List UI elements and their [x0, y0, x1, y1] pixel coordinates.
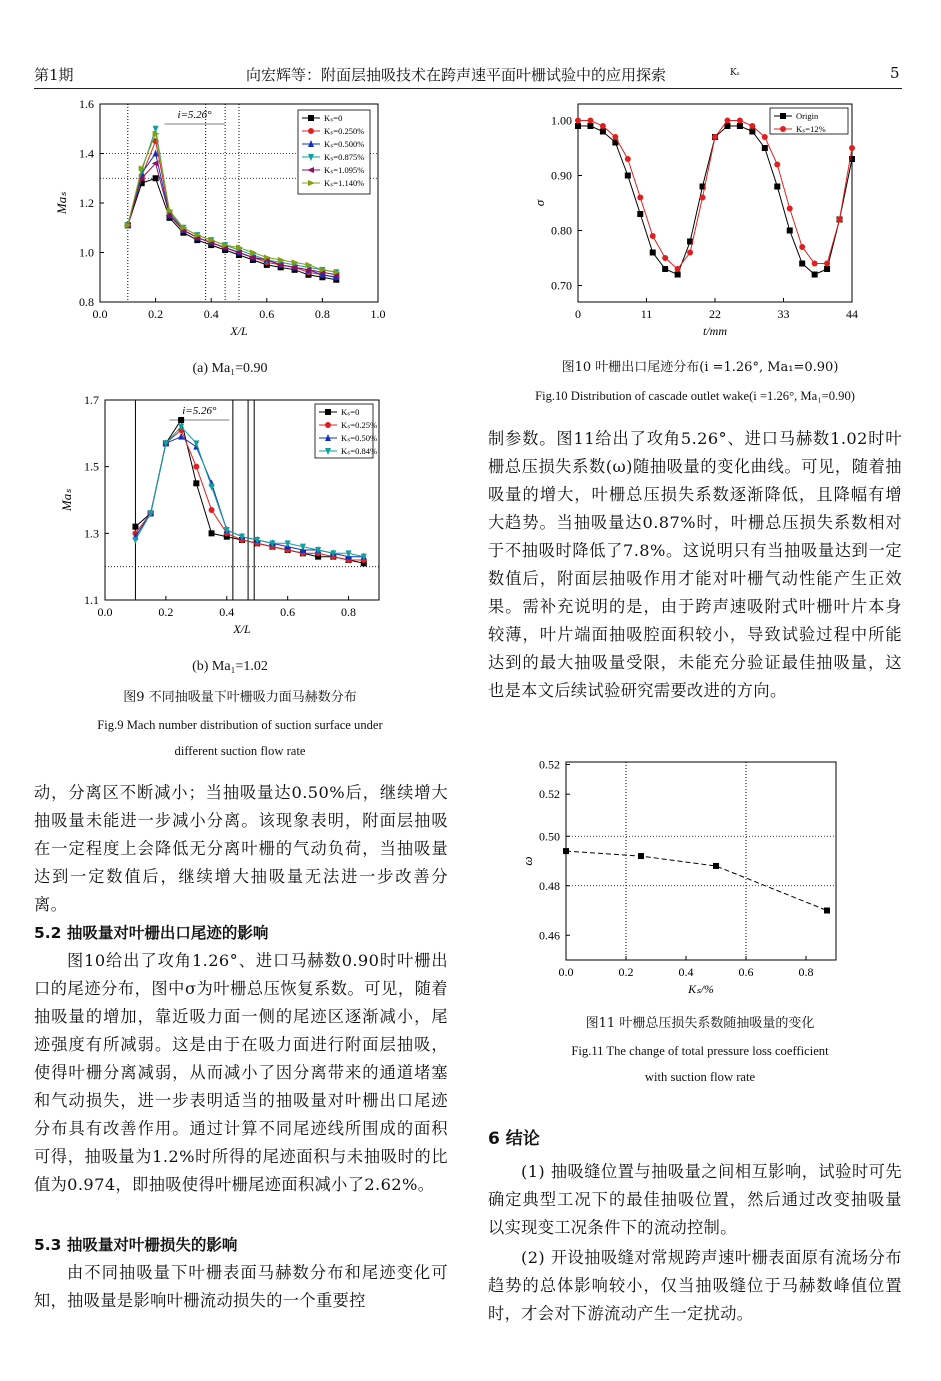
data-point	[575, 118, 581, 124]
y-tick-label: 0.80	[551, 223, 572, 238]
legend-marker	[308, 115, 314, 121]
fig9a-caption: (a) Ma₁=0.90	[192, 361, 268, 376]
y-axis-label: Maₛ	[59, 488, 74, 512]
x-tick-label: 0.0	[92, 307, 108, 321]
legend-label: Kₛ=0.875%	[324, 152, 365, 162]
data-point	[774, 184, 780, 190]
data-point	[812, 261, 818, 267]
data-point	[563, 848, 569, 854]
x-tick-label: 0	[575, 307, 581, 321]
x-tick-label: 1.0	[370, 307, 386, 321]
data-point	[787, 228, 793, 234]
page-number: 5	[890, 64, 900, 82]
data-point	[209, 507, 215, 513]
y-tick-label: 0.48	[539, 878, 560, 893]
x-tick-label: 0.2	[158, 605, 174, 619]
x-tick-label: 0.4	[678, 965, 694, 979]
fig9-caption-en-2: different suction flow rate	[174, 744, 306, 758]
journal-issue: 第1期	[34, 66, 74, 84]
fig9-caption-en-1: Fig.9 Mach number distribution of suction surface under	[97, 718, 383, 732]
legend-marker	[325, 422, 331, 428]
data-point	[787, 206, 793, 212]
y-tick-label: 1.00	[551, 113, 572, 128]
data-point	[600, 129, 606, 135]
data-point	[712, 134, 718, 140]
x-tick-label: 0.2	[618, 965, 634, 979]
fig10-caption-cn: 图10 叶栅出口尾迹分布(i =1.26°, Ma₁=0.90)	[561, 360, 839, 375]
x-tick-label: 33	[777, 307, 790, 321]
y-tick-label: 1.1	[84, 593, 99, 607]
y-tick-label: 1.0	[79, 245, 94, 260]
x-tick-label: 0.8	[341, 605, 357, 619]
legend-marker	[780, 126, 786, 132]
legend-label: Kₛ=0	[341, 407, 360, 417]
data-point	[132, 537, 138, 544]
incidence-annotation: i=5.26°	[182, 405, 217, 417]
y-tick-label: 1.3	[84, 526, 99, 541]
fig9-caption-cn: 图9 不同抽吸量下叶栅吸力面马赫数分布	[123, 690, 357, 705]
header-rule	[34, 88, 902, 89]
fig11-caption-en-2: with suction flow rate	[644, 1070, 756, 1084]
data-point	[724, 118, 730, 124]
section-6-title: 6 结论	[488, 1129, 540, 1149]
data-point	[638, 853, 644, 859]
legend-label: Kₛ=0.84%	[341, 446, 378, 456]
legend-marker	[308, 128, 314, 134]
data-point	[762, 145, 768, 151]
data-point	[687, 250, 693, 256]
y-axis-label: ω	[520, 856, 535, 866]
plot-frame	[566, 762, 836, 960]
x-tick-label: 11	[640, 307, 653, 321]
legend-label: Kₛ=1.095%	[324, 165, 365, 175]
data-point	[193, 464, 199, 470]
y-tick-label: 0.50	[539, 829, 560, 844]
legend-label: Kₛ=0.500%	[324, 139, 365, 149]
data-point	[675, 272, 681, 278]
x-axis-label: Kₛ/%	[688, 982, 714, 996]
x-tick-label: 22	[709, 307, 721, 321]
x-tick-label: 0.0	[558, 965, 574, 979]
data-point	[178, 417, 184, 423]
data-point	[737, 123, 743, 129]
data-point	[737, 118, 743, 124]
data-point	[675, 266, 681, 272]
data-point	[637, 211, 643, 217]
data-point	[650, 250, 656, 256]
data-point	[612, 134, 618, 140]
legend-marker	[780, 113, 786, 119]
x-tick-label: 0.2	[148, 307, 164, 321]
data-point	[209, 530, 215, 536]
data-point	[824, 266, 830, 272]
legend-label: Origin	[796, 111, 819, 121]
y-tick-label: 0.52	[539, 757, 560, 772]
data-point	[193, 440, 199, 447]
data-point	[749, 129, 755, 135]
y-tick-label: 0.70	[551, 278, 572, 293]
y-tick-label: 1.6	[79, 97, 94, 111]
data-point	[824, 261, 830, 267]
fig9b-chart	[50, 390, 400, 650]
y-tick-label: 1.7	[84, 393, 99, 407]
x-tick-label: 0.6	[280, 605, 296, 619]
y-tick-label: 0.46	[539, 928, 560, 943]
data-point	[600, 123, 606, 129]
fig10-caption-en: Fig.10 Distribution of cascade outlet wake(i =1.26°, Ma₁=0.90)	[535, 389, 855, 403]
data-point	[650, 233, 656, 239]
data-point	[637, 195, 643, 201]
data-point	[849, 145, 855, 151]
legend-label: Kₛ=0	[324, 113, 343, 123]
legend-label: Kₛ=0.50%	[341, 433, 378, 443]
conclusion-2: (2) 开设抽吸缝对常规跨声速叶栅表面原有流场分布趋势的总体影响较小，仅当抽吸缝位于马赫数峰值位置时，才会对下游流动产生一定扰动。	[488, 1248, 902, 1323]
y-tick-label: 0.90	[551, 168, 572, 183]
left-paragraph: 动，分离区不断减小；当抽吸量达0.50%后，继续增大抽吸量未能进一步减小分离。该现象表明，附面层抽吸在一定程度上会降低无分离叶栅的气动负荷，当抽吸量达到一定数值后，继续增大抽吸量无法进一步改善分离。	[34, 783, 448, 914]
data-point	[575, 123, 581, 129]
y-tick-label: 1.2	[79, 196, 94, 210]
fig11-caption-cn: 图11 叶栅总压损失系数随抽吸量的变化	[585, 1016, 815, 1031]
legend-marker	[325, 409, 331, 415]
section-5-2-body: 图10给出了攻角1.26°、进口马赫数0.90时叶栅出口的尾迹分布，图中σ为叶栅总压恢复系数。可见，随着抽吸量的增加，靠近吸力面一侧的尾迹区逐渐减小，尾迹强度有所减弱。这是由于在吸力面进行附面层抽吸，使得叶栅分离减弱，从而减小了因分离带来的通道堵塞和气动损失，进一步表明适当的抽吸量对叶栅出口尾迹分布具有改善作用。通过计算不同尾迹线所围成的面积可得，抽吸量为1.2%时所得的尾迹面积与未抽吸时的比值为0.974，即抽吸使得叶栅尾迹面积减小了2.62%。	[34, 951, 448, 1194]
data-point	[587, 118, 593, 124]
series-line-2	[578, 121, 852, 270]
data-point	[837, 217, 843, 223]
x-tick-label: 0.0	[97, 605, 113, 619]
legend-label: Kₛ=0.25%	[341, 420, 378, 430]
y-tick-label: 1.4	[79, 146, 94, 161]
header-mark: Kₛ	[730, 68, 740, 78]
section-5-2-title: 5.2 抽吸量对叶栅出口尾迹的影响	[34, 924, 269, 942]
x-tick-label: 0.4	[219, 605, 235, 619]
data-point	[587, 123, 593, 129]
x-axis-label: X/L	[233, 622, 251, 636]
data-point	[762, 134, 768, 140]
fig11-chart	[500, 750, 860, 1008]
legend-label: Kₛ=1.140%	[324, 178, 365, 188]
data-point	[824, 908, 830, 914]
x-tick-label: 0.6	[738, 965, 754, 979]
data-point	[799, 261, 805, 267]
incidence-annotation: i=5.26°	[177, 109, 212, 121]
data-point	[625, 173, 631, 179]
series-line-1	[578, 126, 852, 275]
y-axis-label: σ	[532, 199, 547, 207]
data-point	[713, 863, 719, 869]
fig9b-caption: (b) Ma₁=1.02	[192, 659, 268, 674]
legend-label: Kₛ=12%	[796, 124, 826, 134]
x-tick-label: 0.4	[203, 307, 219, 321]
x-tick-label: 0.6	[259, 307, 275, 321]
y-axis-label: Maₛ	[54, 191, 69, 215]
data-point	[700, 195, 706, 201]
fig9a-chart	[50, 92, 400, 352]
data-point	[152, 160, 159, 166]
section-5-3-body: 由不同抽吸量下叶栅表面马赫数分布和尾迹变化可知，抽吸量是影响叶栅流动损失的一个重要控	[34, 1263, 448, 1310]
running-title: 向宏辉等：附面层抽吸技术在跨声速平面叶栅试验中的应用探索	[246, 66, 667, 84]
x-tick-label: 0.8	[314, 307, 330, 321]
fig11-caption-en-1: Fig.11 The change of total pressure loss coefficient	[571, 1044, 829, 1058]
data-point	[749, 123, 755, 129]
data-point	[799, 244, 805, 250]
x-tick-label: 44	[846, 307, 858, 321]
right-paragraph: 制参数。图11给出了攻角5.26°、进口马赫数1.02时叶栅总压损失系数(ω)随抽吸量的变化曲线。可见，随着抽吸量的增大，叶栅总压损失系数逐渐降低，且降幅有增大趋势。当抽吸量达0.87%时，叶栅总压损失系数相对于不抽吸时降低了7.8%。这说明只有当抽吸量达到一定数值后，附面层抽吸作用才能对叶栅气动性能产生正效果。需补充说明的是，由于跨声速吸附式叶栅叶片本身较薄，叶片端面抽吸腔面积较小，导致试验过程中所能达到的最大抽吸量受限，未能充分验证最佳抽吸量，这也是本文后续试验研究需要改进的方向。	[488, 429, 902, 700]
y-tick-label: 0.52	[539, 787, 560, 802]
data-point	[812, 272, 818, 278]
x-tick-label: 0.8	[798, 965, 814, 979]
series-line-1	[566, 851, 827, 910]
data-point	[193, 480, 199, 486]
x-axis-label: X/L	[230, 324, 248, 338]
data-point	[132, 524, 138, 530]
data-point	[153, 175, 159, 181]
x-axis-label: t/mm	[703, 324, 727, 338]
y-tick-label: 1.5	[84, 459, 99, 474]
data-point	[774, 162, 780, 168]
legend-label: Kₛ=0.250%	[324, 126, 365, 136]
data-point	[662, 255, 668, 261]
data-point	[662, 266, 668, 272]
conclusion-1: (1) 抽吸缝位置与抽吸量之间相互影响，试验时可先确定典型工况下的最佳抽吸位置，然后通过改变抽吸量以实现变工况条件下的流动控制。	[488, 1162, 902, 1237]
fig10-chart	[520, 96, 880, 354]
y-tick-label: 0.8	[79, 295, 94, 309]
data-point	[625, 156, 631, 162]
section-5-3-title: 5.3 抽吸量对叶栅损失的影响	[34, 1236, 238, 1254]
